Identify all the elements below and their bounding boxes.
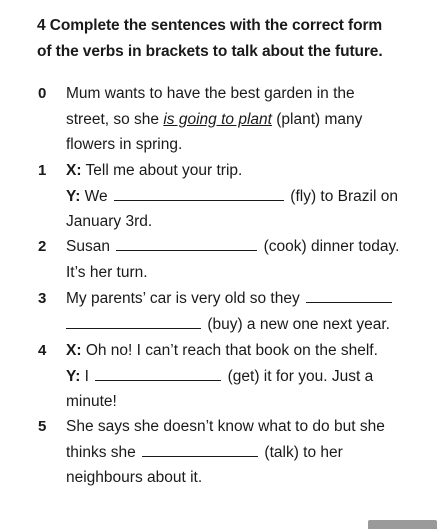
item-text — [66, 158, 431, 235]
item-line — [66, 286, 431, 312]
sentence-fragment: Oh no! I can’t reach that book on the shelf. — [85, 342, 378, 359]
sentence-fragment: I — [84, 367, 89, 385]
item-text — [66, 338, 431, 415]
answer-blank[interactable] — [66, 314, 201, 329]
item-line — [66, 364, 431, 390]
title-line-2: of the verbs in brackets to talk about the future. — [37, 42, 383, 60]
sentence-fragment: My parents’ car is very old so they — [66, 290, 300, 307]
title-line-1: 4 Complete the sentences with the correct form — [37, 17, 383, 34]
page-corner-tab — [368, 520, 437, 529]
item-text — [66, 234, 431, 285]
sentence-fragment: Tell me about your trip. — [85, 162, 243, 179]
item-line — [66, 338, 431, 364]
item-number: 5 — [38, 418, 47, 435]
example-answer: is going to plant — [163, 110, 272, 128]
speaker-label: X: — [66, 162, 82, 179]
sentence-fragment: thinks she — [66, 443, 136, 461]
speaker-label: Y: — [66, 187, 81, 205]
item-line: flowers in spring. — [66, 136, 183, 153]
item-line — [66, 184, 431, 210]
item-number: 2 — [38, 238, 47, 255]
item-number: 0 — [38, 85, 47, 102]
item-line — [66, 312, 431, 338]
answer-blank[interactable] — [142, 442, 258, 457]
sentence-fragment: We — [84, 187, 108, 205]
item-line: January 3rd. — [66, 213, 153, 230]
item-text — [66, 414, 431, 491]
speaker-label: X: — [66, 342, 82, 359]
speaker-label: Y: — [66, 367, 81, 385]
item-line — [66, 234, 431, 260]
verb-hint: (buy) a new one next year. — [207, 315, 390, 333]
item-line — [66, 440, 431, 466]
item-line: It’s her turn. — [66, 263, 148, 281]
sentence-fragment: Susan — [66, 238, 110, 255]
item-line: minute! — [66, 393, 117, 410]
answer-blank[interactable] — [116, 236, 257, 251]
answer-blank[interactable] — [95, 366, 221, 381]
answer-blank[interactable] — [306, 288, 392, 303]
item-text — [66, 286, 431, 337]
item-line — [66, 158, 431, 184]
sentence-fragment: street, so she — [66, 110, 160, 128]
item-line — [66, 107, 431, 133]
item-line: neighbours about it. — [66, 469, 203, 486]
verb-hint: (talk) to her — [264, 443, 343, 461]
verb-hint: (get) it for you. Just a — [227, 367, 374, 385]
item-line: Mum wants to have the best garden in the — [66, 85, 355, 102]
verb-hint: (fly) to Brazil on — [290, 187, 398, 205]
exercise-title — [37, 13, 429, 64]
item-number: 1 — [38, 162, 47, 179]
item-line: She says she doesn’t know what to do but she — [66, 418, 385, 435]
verb-hint: (plant) many — [276, 110, 363, 128]
answer-blank[interactable] — [114, 186, 284, 201]
item-text — [66, 81, 431, 158]
item-number: 4 — [38, 342, 47, 359]
verb-hint: (cook) dinner today. — [263, 238, 400, 255]
item-number: 3 — [38, 290, 47, 307]
